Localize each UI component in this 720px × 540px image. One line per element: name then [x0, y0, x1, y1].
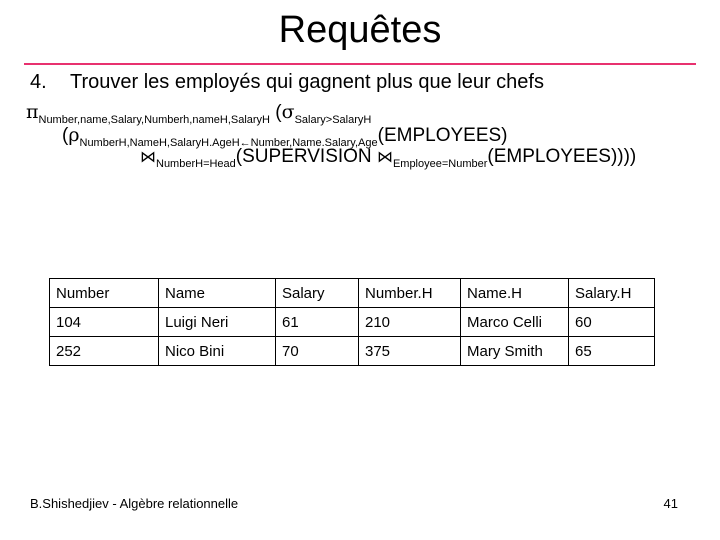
- selection-symbol: σ: [281, 101, 295, 123]
- task-number: 4.: [30, 71, 47, 93]
- table-cell: 60: [569, 308, 655, 337]
- header-cell: Number.H: [359, 279, 461, 308]
- table-cell: Marco Celli: [461, 308, 569, 337]
- footer-author: B.Shishedjiev - Algèbre relationnelle: [30, 496, 239, 511]
- projection-symbol: π: [26, 101, 39, 123]
- table-cell: Mary Smith: [461, 337, 569, 366]
- page-number: 41: [663, 496, 678, 511]
- relation-employees: (EMPLOYEES)))): [487, 146, 637, 167]
- join-symbol: ⋈: [140, 147, 156, 166]
- expression-line-1: [26, 101, 371, 126]
- table-cell: 375: [359, 337, 461, 366]
- header-cell: Number: [50, 279, 159, 308]
- relation-employees: (EMPLOYEES): [377, 125, 508, 146]
- slide-title: Requêtes: [278, 9, 442, 51]
- result-table: [49, 278, 655, 366]
- table-cell: 252: [50, 337, 159, 366]
- open-paren: (: [62, 125, 69, 146]
- selection-condition: Salary>SalaryH: [294, 114, 372, 126]
- table-cell: 70: [276, 337, 359, 366]
- table-cell: 65: [569, 337, 655, 366]
- join-condition: Employee=Number: [392, 158, 488, 170]
- expression-line-3: [140, 146, 636, 170]
- rename-attributes: NumberH,NameH,SalaryH.AgeH←Number,Name.Salary,Age: [79, 137, 378, 149]
- table-cell: Nico Bini: [159, 337, 276, 366]
- table-cell: Luigi Neri: [159, 308, 276, 337]
- title-divider: [24, 63, 696, 65]
- header-cell: Salary: [276, 279, 359, 308]
- rename-symbol: ρ: [68, 124, 80, 146]
- table-cell: 210: [359, 308, 461, 337]
- task-statement: [30, 70, 544, 94]
- table-cell: 104: [50, 308, 159, 337]
- relation-supervision: (SUPERVISION: [235, 146, 377, 167]
- task-text: Trouver les employés qui gagnent plus que leur chefs: [70, 71, 544, 93]
- join-condition: NumberH=Head: [156, 158, 236, 170]
- table-row: [50, 308, 655, 337]
- table-cell: 61: [276, 308, 359, 337]
- table-row: [50, 337, 655, 366]
- header-cell: Name.H: [461, 279, 569, 308]
- join-symbol: ⋈: [376, 147, 393, 166]
- header-cell: Salary.H: [569, 279, 655, 308]
- table-header-row: [50, 279, 655, 308]
- header-cell: Name: [159, 279, 276, 308]
- projection-attributes: Number,name,Salary,Numberh,nameH,SalaryH: [38, 114, 270, 126]
- open-paren: (: [270, 102, 282, 123]
